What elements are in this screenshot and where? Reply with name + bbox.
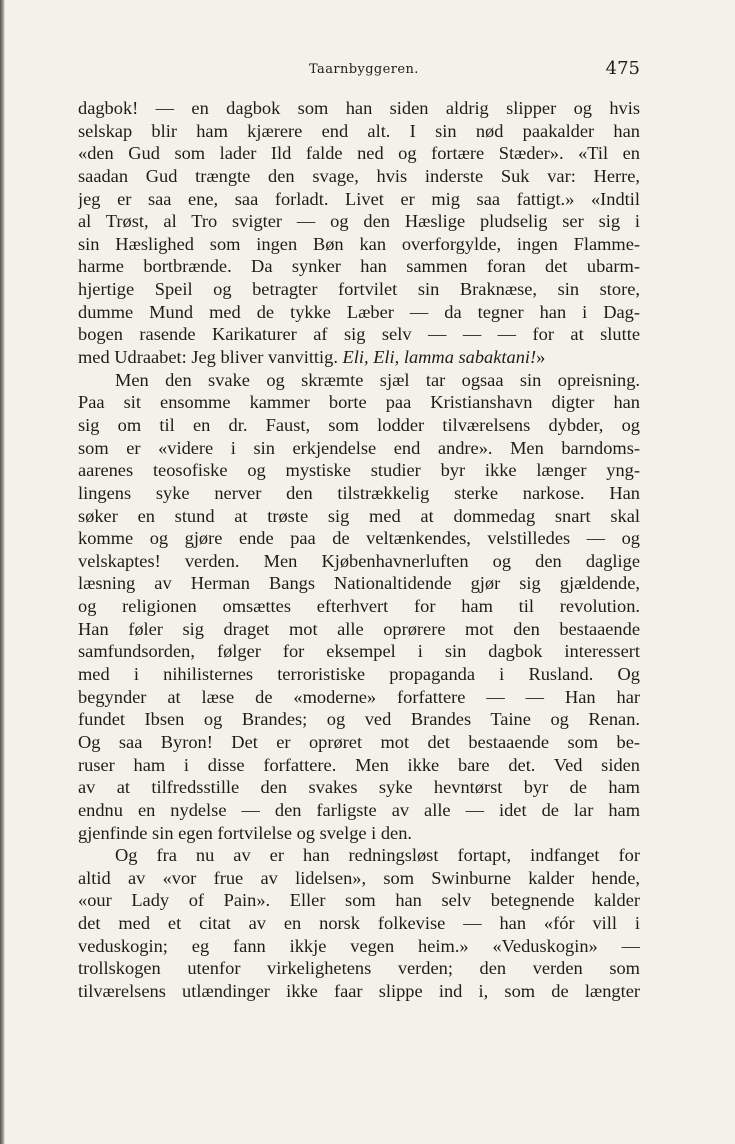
text-line-segment: velskaptes! verden. Men Kjøbenhavnerluften og den daglige — [78, 550, 640, 571]
text-line-segment: selskap blir ham kjærere end alt. I sin nød paakalder han — [78, 120, 640, 141]
text-line-segment: Han føler sig draget mot alle oprørere mot den bestaaende — [78, 618, 640, 639]
text-line — [78, 323, 640, 346]
text-line — [78, 142, 640, 165]
text-line-segment: Og saa Byron! Det er oprøret mot det bestaaende som be- — [78, 731, 640, 752]
text-line-segment: søker en stund at trøste sig med at dommedag snart skal — [78, 505, 640, 526]
text-line-segment: «our Lady of Pain». Eller som han selv betegnende kalder — [78, 890, 640, 911]
text-line-segment: al Trøst, al Tro svigter — og den Hæslige pludselig ser sig i — [78, 211, 640, 232]
text-line — [78, 210, 640, 233]
text-line-segment: hjertige Speil og betragter fortvilet sin Braknæse, sin store, — [78, 279, 640, 300]
text-line — [78, 278, 640, 301]
text-line — [78, 889, 640, 912]
text-line-segment: ruser ham i disse forfattere. Men ikke bare det. Ved siden — [78, 754, 640, 775]
text-line-segment: altid av «vor frue av lidelsen», som Swinburne kalder hende, — [78, 867, 640, 888]
text-line-segment: sin Hæslighed som ingen Bøn kan overforgylde, ingen Flamme- — [78, 233, 640, 254]
text-line — [78, 776, 640, 799]
text-line — [78, 686, 640, 709]
text-line-segment: trollskogen utenfor virkelighetens verden; den verden som — [78, 958, 640, 979]
text-line — [78, 233, 640, 256]
text-line-segment: med Udraabet: Jeg bliver vanvittig. — [78, 347, 343, 368]
text-line-segment: endnu en nydelse — den farligste av alle — idet de lar ham — [78, 799, 640, 820]
text-line — [78, 97, 640, 120]
text-line — [78, 980, 640, 1003]
text-line — [78, 346, 640, 369]
text-line — [78, 912, 640, 935]
text-line-segment: gjenfinde sin egen fortvilelse og svelge i den. — [78, 822, 413, 843]
text-line — [78, 754, 640, 777]
text-line-segment: dumme Mund med de tykke Læber — da tegner han i Dag- — [78, 301, 640, 322]
text-line-segment: Og fra nu av er han redningsløst fortapt, indfanget for — [115, 845, 640, 866]
text-line — [78, 844, 640, 867]
text-line — [78, 482, 640, 505]
text-line-segment: harme bortbrænde. Da synker han sammen foran det ubarm- — [78, 256, 640, 277]
text-line-segment: av at tilfredsstille den svakes syke hevntørst byr de ham — [78, 777, 640, 798]
running-title: Taarnbyggeren. — [309, 62, 419, 77]
body-text — [78, 97, 640, 1003]
text-line — [78, 640, 640, 663]
text-line-segment: med i nihilisternes terroristiske propaganda i Rusland. Og — [78, 664, 640, 685]
text-line — [78, 414, 640, 437]
text-line-segment: «den Gud som lader Ild falde ned og fortære Stæder». «Til en — [78, 143, 640, 164]
text-line — [78, 188, 640, 211]
text-line — [78, 255, 640, 278]
text-line-segment: » — [536, 347, 546, 368]
text-line — [78, 663, 640, 686]
text-line — [78, 391, 640, 414]
text-line-segment: læsning av Herman Bangs Nationaltidende gjør sig gjældende, — [78, 573, 640, 594]
text-line — [78, 572, 640, 595]
text-line — [78, 459, 640, 482]
text-line-segment: Paa sit ensomme kammer borte paa Kristianshavn digter han — [78, 392, 640, 413]
text-line — [78, 595, 640, 618]
text-line-segment: tilværelsens utlændinger ikke faar slippe ind i, som de længter — [78, 980, 640, 1001]
text-line-segment: det med et citat av en norsk folkevise — han «fór vill i — [78, 913, 640, 934]
text-line — [78, 618, 640, 641]
text-line — [78, 822, 640, 845]
italic-quote: Eli, Eli, lamma sabaktani! — [342, 347, 537, 368]
text-line — [78, 799, 640, 822]
text-line-segment: og religionen omsættes efterhvert for ham til revolution. — [78, 596, 640, 617]
text-line-segment: begynder at læse de «moderne» forfattere — — Han har — [78, 686, 640, 707]
text-line — [78, 957, 640, 980]
text-line-segment: sig om til en dr. Faust, som lodder tilværelsens dybder, og — [78, 414, 640, 435]
text-line — [78, 867, 640, 890]
text-line — [78, 527, 640, 550]
text-line-segment: veduskogin; eg fann ikkje vegen heim.» «Veduskogin» — — [78, 935, 640, 956]
text-line — [78, 165, 640, 188]
text-line-segment: fundet Ibsen og Brandes; og ved Brandes Taine og Renan. — [78, 709, 640, 730]
text-line-segment: Men den svake og skræmte sjæl tar ogsaa sin opreisning. — [115, 369, 640, 390]
text-line-segment: jeg er saa ene, saa forladt. Livet er mig saa fattigt.» «Indtil — [78, 188, 640, 209]
text-line — [78, 369, 640, 392]
page-number: 475 — [605, 58, 640, 79]
text-line — [78, 935, 640, 958]
text-line-segment: aarenes teosofiske og mystiske studier byr ikke længer yng- — [78, 460, 640, 481]
text-line-segment: komme og gjøre ende paa de veltænkendes, velstilledes — og — [78, 528, 640, 549]
text-line — [78, 731, 640, 754]
text-line — [78, 505, 640, 528]
text-line-segment: som er «videre i sin erkjendelse end andre». Men barndoms- — [78, 437, 640, 458]
book-spine-shadow — [0, 0, 5, 1144]
text-line-segment: lingens syke nerver den tilstrækkelig sterke narkose. Han — [78, 482, 640, 503]
text-line-segment: samfundsorden, følger for eksempel i sin dagbok interessert — [78, 641, 640, 662]
text-line-segment: bogen rasende Karikaturer af sig selv — — — for at slutte — [78, 324, 640, 345]
text-line — [78, 708, 640, 731]
text-line — [78, 550, 640, 573]
text-line-segment: dagbok! — en dagbok som han siden aldrig slipper og hvis — [78, 98, 640, 118]
text-line — [78, 120, 640, 143]
page-header — [78, 58, 640, 88]
text-line — [78, 437, 640, 460]
text-line-segment: saadan Gud trængte den svage, hvis inderste Suk var: Herre, — [78, 165, 640, 186]
text-line — [78, 301, 640, 324]
